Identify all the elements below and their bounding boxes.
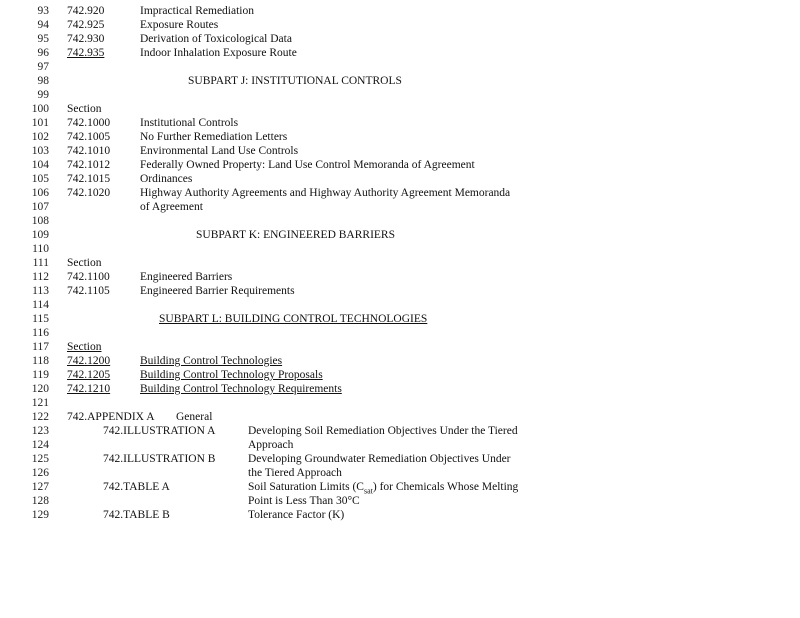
- section-title: Environmental Land Use Controls: [140, 145, 299, 157]
- line-number: 120: [31, 383, 49, 395]
- subpart-heading: SUBPART K: ENGINEERED BARRIERS: [196, 229, 395, 241]
- table-title-continued: Point is Less Than 30°C: [248, 495, 360, 507]
- section-title-continued: of Agreement: [140, 201, 203, 213]
- table-title-end: ) for Chemicals Whose Melting: [372, 481, 519, 493]
- illustration-title-continued: the Tiered Approach: [248, 467, 342, 479]
- line-number: 116: [32, 327, 49, 339]
- section-title: Building Control Technology Requirements: [140, 383, 342, 395]
- section-number: 742.1012: [67, 159, 111, 171]
- section-label: Section: [67, 341, 102, 353]
- illustration-number: 742.ILLUSTRATION B: [103, 453, 216, 465]
- line-number: 124: [31, 439, 49, 451]
- line-number: 101: [31, 117, 49, 129]
- line-number: 125: [31, 453, 49, 465]
- section-title: Engineered Barrier Requirements: [140, 285, 295, 297]
- line-number: 114: [32, 299, 49, 311]
- line-number: 113: [32, 285, 49, 297]
- table-number: 742.TABLE A: [103, 481, 170, 493]
- section-number: 742.1020: [67, 187, 111, 199]
- line-number: 99: [37, 89, 49, 101]
- section-title: Highway Authority Agreements and Highway Authority Agreement Memoranda: [140, 187, 511, 199]
- section-number: 742.1210: [67, 383, 111, 395]
- line-number: 105: [31, 173, 49, 185]
- line-number: 102: [31, 131, 49, 143]
- section-number: 742.920: [67, 5, 105, 17]
- line-number: 127: [31, 481, 49, 493]
- line-number: 122: [31, 411, 49, 423]
- line-number: 111: [32, 257, 49, 269]
- table-title-start: Soil Saturation Limits (C: [248, 481, 364, 493]
- subscript-sat: sat: [363, 486, 373, 496]
- subpart-heading: SUBPART J: INSTITUTIONAL CONTROLS: [188, 75, 402, 87]
- section-number: 742.935: [67, 47, 105, 59]
- illustration-title: Developing Soil Remediation Objectives Under the Tiered: [248, 425, 518, 437]
- illustration-number: 742.ILLUSTRATION A: [103, 425, 216, 437]
- line-number: 119: [32, 369, 49, 381]
- line-number: 121: [31, 397, 49, 409]
- section-title: Institutional Controls: [140, 117, 239, 129]
- line-number: 126: [31, 467, 49, 479]
- line-number: 93: [37, 5, 49, 17]
- section-title: Building Control Technology Proposals: [140, 369, 323, 381]
- line-number: 96: [37, 47, 49, 59]
- section-number: 742.1200: [67, 355, 111, 367]
- section-number: 742.925: [67, 19, 105, 31]
- section-title: Building Control Technologies: [140, 355, 283, 367]
- line-number: 94: [37, 19, 49, 31]
- section-number: 742.930: [67, 33, 105, 45]
- line-number: 110: [32, 243, 49, 255]
- line-number: 115: [32, 313, 49, 325]
- line-number: 128: [31, 495, 49, 507]
- section-label: Section: [67, 257, 102, 269]
- line-number: 104: [31, 159, 49, 171]
- table-title: [248, 480, 518, 494]
- line-number: 95: [37, 33, 49, 45]
- section-title: No Further Remediation Letters: [140, 131, 288, 143]
- appendix-number: 742.APPENDIX A: [67, 411, 155, 423]
- line-number: 100: [31, 103, 49, 115]
- section-title: Federally Owned Property: Land Use Control Memoranda of Agreement: [140, 159, 475, 171]
- section-label: Section: [67, 103, 102, 115]
- section-number: 742.1105: [67, 285, 110, 297]
- appendix-title: General: [176, 411, 213, 423]
- section-number: 742.1015: [67, 173, 111, 185]
- line-number: 129: [31, 509, 49, 521]
- line-number: 103: [31, 145, 49, 157]
- line-number: 107: [31, 201, 49, 213]
- line-number: 109: [31, 229, 49, 241]
- illustration-title-continued: Approach: [248, 439, 294, 451]
- section-title: Indoor Inhalation Exposure Route: [140, 47, 297, 59]
- subpart-heading: SUBPART L: BUILDING CONTROL TECHNOLOGIES: [159, 313, 428, 325]
- section-title: Derivation of Toxicological Data: [140, 33, 292, 45]
- table-number: 742.TABLE B: [103, 509, 170, 521]
- line-number: 106: [31, 187, 49, 199]
- line-number: 97: [37, 61, 49, 73]
- section-title: Ordinances: [140, 173, 193, 185]
- section-title: Engineered Barriers: [140, 271, 233, 283]
- table-title: Tolerance Factor (K): [248, 509, 345, 521]
- illustration-title: Developing Groundwater Remediation Objectives Under: [248, 453, 511, 465]
- line-number: 108: [31, 215, 49, 227]
- line-number: 118: [32, 355, 49, 367]
- line-number: 112: [32, 271, 49, 283]
- section-number: 742.1005: [67, 131, 111, 143]
- section-title: Exposure Routes: [140, 19, 219, 31]
- line-number: 117: [32, 341, 49, 353]
- section-number: 742.1100: [67, 271, 110, 283]
- section-number: 742.1205: [67, 369, 111, 381]
- section-title: Impractical Remediation: [140, 5, 254, 17]
- section-number: 742.1000: [67, 117, 111, 129]
- line-number: 123: [31, 425, 49, 437]
- line-number: 98: [37, 75, 49, 87]
- section-number: 742.1010: [67, 145, 111, 157]
